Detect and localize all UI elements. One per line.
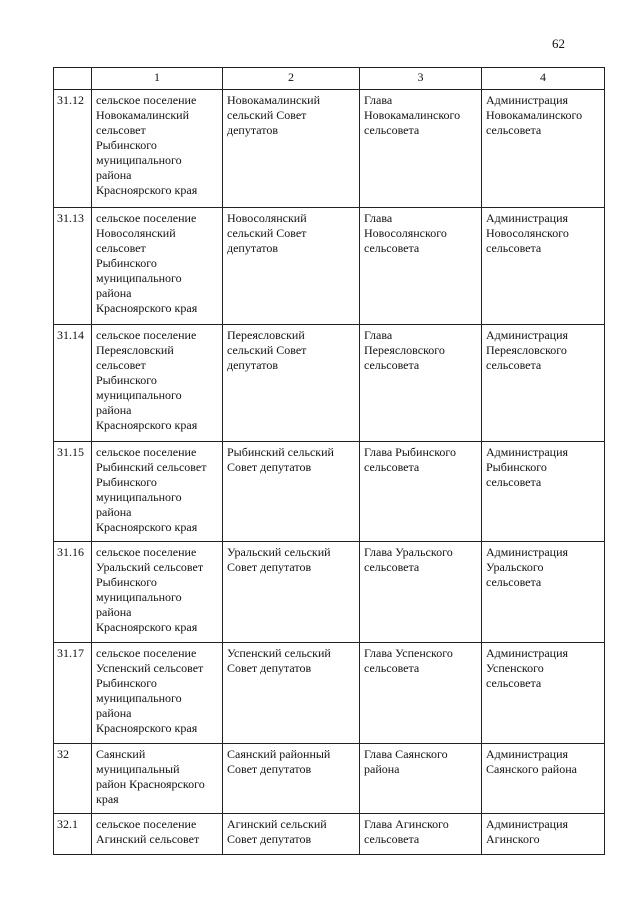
municipality-cell: сельское поселение Агинский сельсовет <box>92 814 223 855</box>
head-cell: Глава Переясловского сельсовета <box>360 325 482 442</box>
row-number: 32.1 <box>54 814 92 855</box>
table-row <box>54 744 605 814</box>
municipality-cell: сельское поселение Уральский сельсовет Рыбинского муниципального района Красноярского края <box>92 542 223 643</box>
administration-cell: Администрация Новокамалинского сельсовета <box>482 90 605 208</box>
municipality-cell: сельское поселение Рыбинский сельсовет Рыбинского муниципального района Красноярского края <box>92 442 223 542</box>
table-row <box>54 325 605 442</box>
header-cell-3: 3 <box>360 68 482 90</box>
header-row <box>54 68 605 90</box>
table-row <box>54 643 605 744</box>
header-cell-4: 4 <box>482 68 605 90</box>
administration-cell: Администрация Успенского сельсовета <box>482 643 605 744</box>
council-cell: Рыбинский сельский Совет депутатов <box>223 442 360 542</box>
table-row <box>54 814 605 855</box>
head-cell: Глава Успенского сельсовета <box>360 643 482 744</box>
council-cell: Успенский сельский Совет депутатов <box>223 643 360 744</box>
head-cell: Глава Агинского сельсовета <box>360 814 482 855</box>
municipality-cell: сельское поселение Новосолянский сельсовет Рыбинского муниципального района Красноярского края <box>92 208 223 325</box>
head-cell: Глава Новокамалинского сельсовета <box>360 90 482 208</box>
head-cell: Глава Саянского района <box>360 744 482 814</box>
municipality-cell: сельское поселение Успенский сельсовет Рыбинского муниципального района Красноярского края <box>92 643 223 744</box>
head-cell: Глава Уральского сельсовета <box>360 542 482 643</box>
data-table <box>53 67 605 855</box>
administration-cell: Администрация Переясловского сельсовета <box>482 325 605 442</box>
council-cell: Саянский районный Совет депутатов <box>223 744 360 814</box>
administration-cell: Администрация Новосолянского сельсовета <box>482 208 605 325</box>
page-number: 62 <box>552 36 565 51</box>
municipality-cell: сельское поселение Новокамалинский сельсовет Рыбинского муниципального района Красноярского края <box>92 90 223 208</box>
table-row <box>54 208 605 325</box>
head-cell: Глава Новосолянского сельсовета <box>360 208 482 325</box>
administration-cell: Администрация Агинского <box>482 814 605 855</box>
municipality-cell: Саянский муниципальный район Красноярского края <box>92 744 223 814</box>
header-cell-2: 2 <box>223 68 360 90</box>
row-number: 31.14 <box>54 325 92 442</box>
row-number: 31.12 <box>54 90 92 208</box>
header-cell-1: 1 <box>92 68 223 90</box>
row-number: 31.16 <box>54 542 92 643</box>
head-cell: Глава Рыбинского сельсовета <box>360 442 482 542</box>
table-row <box>54 442 605 542</box>
council-cell: Уральский сельский Совет депутатов <box>223 542 360 643</box>
council-cell: Агинский сельский Совет депутатов <box>223 814 360 855</box>
row-number: 31.15 <box>54 442 92 542</box>
table-row <box>54 90 605 208</box>
administration-cell: Администрация Уральского сельсовета <box>482 542 605 643</box>
council-cell: Новокамалинский сельский Совет депутатов <box>223 90 360 208</box>
council-cell: Новосолянский сельский Совет депутатов <box>223 208 360 325</box>
row-number: 31.17 <box>54 643 92 744</box>
municipality-cell: сельское поселение Переясловский сельсовет Рыбинского муниципального района Красноярского края <box>92 325 223 442</box>
row-number: 31.13 <box>54 208 92 325</box>
administration-cell: Администрация Саянского района <box>482 744 605 814</box>
row-number: 32 <box>54 744 92 814</box>
header-cell-0 <box>54 68 92 90</box>
council-cell: Переясловский сельский Совет депутатов <box>223 325 360 442</box>
administration-cell: Администрация Рыбинского сельсовета <box>482 442 605 542</box>
table-row <box>54 542 605 643</box>
